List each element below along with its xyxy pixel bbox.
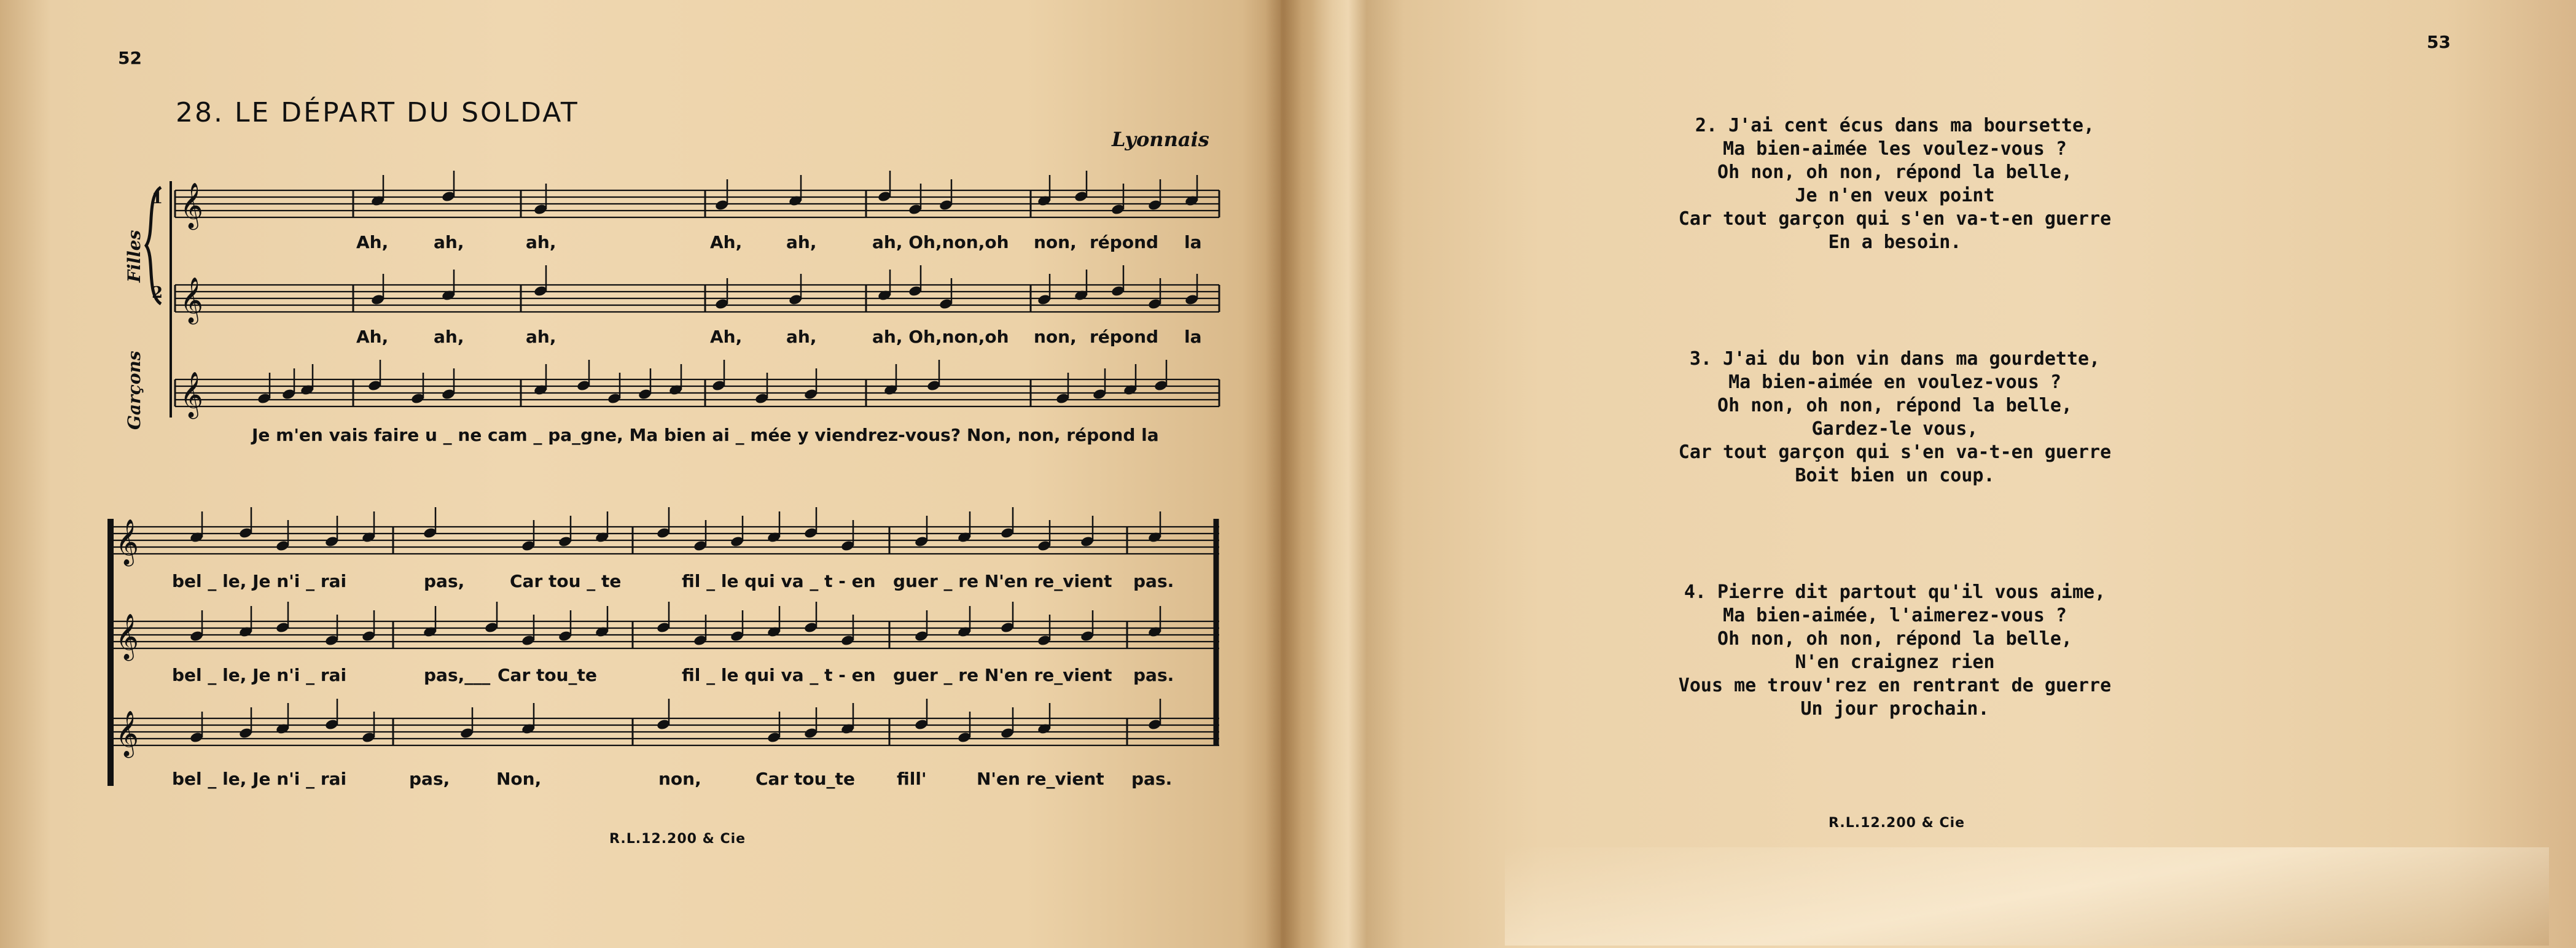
stanza-4-line-3: Oh non, oh non, répond la belle, <box>1717 628 2072 650</box>
lyric-s2r1-2: pas, <box>424 571 465 591</box>
treble-clef-icon: 𝄞 <box>115 614 139 659</box>
voice-label-garcons: Garçons <box>124 351 144 430</box>
lyric-f2-4: Ah, <box>710 327 743 347</box>
lyric-s2r3-4: non, <box>658 769 701 789</box>
right-page-number: 53 <box>2427 32 2451 52</box>
treble-clef-icon: 𝄞 <box>180 278 203 323</box>
stanza-2-line-6: En a besoin. <box>1828 231 1962 253</box>
lyric-s2r3-1: bel _ le, Je n'i _ rai <box>172 769 347 789</box>
page-fold <box>1505 847 2549 946</box>
staff-row-3 <box>111 711 1219 758</box>
lyric-s2r3-5: Car tou_te <box>755 769 855 789</box>
staff-row-2 <box>111 614 1219 661</box>
lyric-f2-8: répond <box>1090 327 1159 347</box>
stanza-3-line-2: Ma bien-aimée en voulez-vous ? <box>1728 371 2061 393</box>
lyric-f2-9: la <box>1184 327 1202 347</box>
book-gutter <box>1265 0 1302 948</box>
lyric-s2r2-4: fil _ le qui va _ t - en <box>682 665 876 685</box>
stanza-3-line-6: Boit bien un coup. <box>1795 465 1995 486</box>
stanza-4-line-1: 4. Pierre dit partout qu'il vous aime, <box>1684 581 2106 603</box>
staff-row-1 <box>111 519 1219 567</box>
left-page <box>0 0 1281 948</box>
stanza-3-line-1: 3. J'ai du bon vin dans ma gourdette, <box>1689 348 2101 370</box>
lyric-s2r2-5: guer _ re N'en re_vient <box>893 665 1112 685</box>
lyric-s2r2-2: pas,___ <box>424 665 491 685</box>
stanza-3-line-5: Car tout garçon qui s'en va-t-en guerre <box>1678 441 2112 463</box>
right-publisher-mark: R.L.12.200 & Cie <box>1829 815 1965 831</box>
system-1-staves <box>175 183 1219 419</box>
stanza-2-line-3: Oh non, oh non, répond la belle, <box>1717 161 2072 183</box>
song-title: 28. LE DÉPART DU SOLDAT <box>176 97 579 128</box>
right-page <box>1281 0 2576 948</box>
lyric-s2r1-5: guer _ re N'en re_vient <box>893 571 1112 591</box>
stanza-4-line-6: Un jour prochain. <box>1800 698 1989 720</box>
stanza-3 <box>1625 348 2165 488</box>
treble-clef-icon: 𝄞 <box>180 183 203 228</box>
treble-clef-icon: 𝄞 <box>180 372 203 418</box>
staff-filles-2 <box>175 278 1219 325</box>
lyric-f1-1: Ah, <box>356 232 389 252</box>
lyric-s2r2-3: Car tou_te <box>498 665 597 685</box>
lyric-s2r2-6: pas. <box>1133 665 1174 685</box>
stanza-2 <box>1625 114 2165 254</box>
stanza-2-line-4: Je n'en veux point <box>1795 185 1995 206</box>
lyric-f2-5: ah, <box>786 327 817 347</box>
song-origin: Lyonnais <box>1112 128 1209 151</box>
lyric-f2-7: non, <box>1034 327 1077 347</box>
lyric-s2r1-4: fil _ le qui va _ t - en <box>682 571 876 591</box>
lyric-s2r1-1: bel _ le, Je n'i _ rai <box>172 571 347 591</box>
lyric-f1-5: ah, <box>786 232 817 252</box>
lyric-f1-4: Ah, <box>710 232 743 252</box>
brace-icon <box>146 187 161 304</box>
stanza-4 <box>1625 581 2165 721</box>
stanza-3-line-4: Gardez-le vous, <box>1811 418 1978 440</box>
lyric-s2r1-3: Car tou _ te <box>510 571 622 591</box>
lyric-f1-8: répond <box>1090 232 1159 252</box>
lyric-f1-2: ah, <box>434 232 464 252</box>
lyric-f2-2: ah, <box>434 327 464 347</box>
music-score <box>0 0 1281 948</box>
page-crease <box>1311 0 1403 948</box>
voice-number-1: 1 <box>152 189 163 208</box>
lyric-s2r3-7: N'en re_vient <box>977 769 1104 789</box>
staff-filles-1 <box>175 183 1219 230</box>
lyric-garcons: Je m'en vais faire u _ ne cam _ pa_gne, Ma bien ai _ mée y viendrez-vous? Non, non, répond la <box>252 425 1159 445</box>
stanza-2-line-1: 2. J'ai cent écus dans ma boursette, <box>1695 115 2095 136</box>
lyric-f1-3: ah, <box>526 232 556 252</box>
lyric-f2-6: ah, Oh,non,oh <box>872 327 1009 347</box>
lyric-s2r2-1: bel _ le, Je n'i _ rai <box>172 665 347 685</box>
stanza-4-line-4: N'en craignez rien <box>1795 651 1995 673</box>
treble-clef-icon: 𝄞 <box>115 711 139 756</box>
treble-clef-icon: 𝄞 <box>115 519 139 565</box>
voice-number-2: 2 <box>152 284 163 302</box>
stanza-2-line-5: Car tout garçon qui s'en va-t-en guerre <box>1678 208 2112 230</box>
notes <box>189 171 1199 744</box>
lyric-s2r3-3: Non, <box>496 769 542 789</box>
voice-label-filles: Filles <box>124 230 144 282</box>
lyric-f1-7: non, <box>1034 232 1077 252</box>
lyric-s2r3-8: pas. <box>1131 769 1173 789</box>
lyric-f2-3: ah, <box>526 327 556 347</box>
lyric-f2-1: Ah, <box>356 327 389 347</box>
lyric-s2r1-6: pas. <box>1133 571 1174 591</box>
stanza-4-line-2: Ma bien-aimée, l'aimerez-vous ? <box>1723 605 2067 626</box>
lyric-f1-6: ah, Oh,non,oh <box>872 232 1009 252</box>
stanza-2-line-2: Ma bien-aimée les voulez-vous ? <box>1723 138 2067 160</box>
stanza-3-line-3: Oh non, oh non, répond la belle, <box>1717 395 2072 416</box>
left-page-number: 52 <box>118 48 142 68</box>
lyric-s2r3-2: pas, <box>409 769 450 789</box>
left-publisher-mark: R.L.12.200 & Cie <box>609 831 746 847</box>
lyric-f1-9: la <box>1184 232 1202 252</box>
lyric-s2r3-6: fill' <box>897 769 927 789</box>
stanza-4-line-5: Vous me trouv'rez en rentrant de guerre <box>1678 675 2112 696</box>
